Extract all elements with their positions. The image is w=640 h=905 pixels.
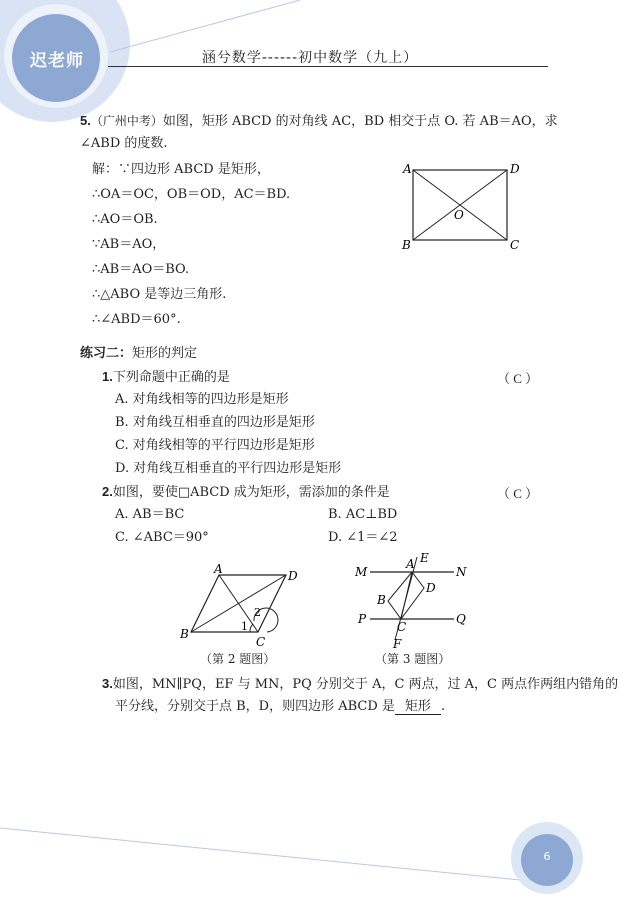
q1-option-c: C. 对角线相等的平行四边形是矩形 — [115, 438, 315, 453]
q3-line2-text: 平分线，分别交于点 B，D，则四边形 ABCD 是 — [115, 699, 395, 714]
solution-line-7: ∴∠ABD＝60°. — [92, 312, 181, 327]
label-angle-2: 2 — [254, 606, 261, 619]
q3-answer-blank: 矩形 — [395, 700, 441, 715]
label-m: M — [355, 565, 368, 579]
q2-number: 2. — [102, 484, 113, 499]
section-title-text: 矩形的判定 — [132, 346, 198, 361]
q3-line2-suffix: . — [440, 699, 446, 714]
label-b: B — [402, 238, 411, 252]
solution-line-5: ∴AB＝AO＝BO. — [92, 262, 190, 277]
problem-source: （广州中考） — [90, 114, 163, 128]
problem5-stem-line1 — [80, 112, 558, 131]
label-d: D — [426, 581, 436, 595]
q1-option-d: D. 对角线互相垂直的平行四边形是矩形 — [115, 461, 342, 476]
q1-answer: （ C ） — [497, 371, 539, 386]
header-divider — [108, 66, 548, 67]
q2-option-b: B. AC⊥BD — [328, 507, 398, 522]
q1-stem-text: 下列命题中正确的是 — [112, 370, 230, 385]
solution-line-2: ∴OA＝OC，OB＝OD，AC＝BD. — [92, 187, 291, 202]
label-c: C — [510, 238, 520, 252]
label-o: O — [454, 208, 464, 222]
parallelogram-figure — [172, 560, 307, 650]
page-header-title: 涵兮数学------初中数学（九上） — [201, 50, 419, 66]
q2-answer: （ C ） — [497, 486, 539, 501]
angle-1-arc — [250, 624, 253, 632]
label-a: A — [214, 562, 223, 576]
q3-stem-line1 — [102, 675, 618, 694]
label-n: N — [456, 565, 467, 579]
q1-stem — [102, 368, 230, 387]
label-q: Q — [456, 612, 466, 626]
label-a: A — [403, 162, 412, 176]
q3-stem-line2 — [115, 698, 445, 716]
label-f: F — [393, 637, 402, 651]
figure3-caption: （第 3 题图） — [375, 652, 451, 666]
solution-line-4: ∵AB＝AO， — [92, 237, 166, 252]
q3-number: 3. — [102, 676, 113, 691]
label-d: D — [510, 162, 520, 176]
label-p: P — [358, 612, 367, 626]
q2-option-c: C. ∠ABC＝90° — [115, 530, 209, 545]
problem-number: 5. — [80, 113, 91, 128]
parallel-lines-figure — [350, 552, 480, 652]
solution-line-1: 解：∵四边形 ABCD 是矩形， — [92, 162, 270, 177]
footer-deco-line — [0, 828, 520, 880]
label-d: D — [288, 569, 298, 583]
q3-line1-text: 如图，MN∥PQ，EF 与 MN，PQ 分别交于 A，C 两点，过 A，C 两点作两组内错角的 — [112, 677, 619, 692]
label-angle-1: 1 — [241, 620, 248, 633]
q1-option-b: B. 对角线互相垂直的四边形是矩形 — [115, 415, 315, 430]
label-b: B — [377, 593, 386, 607]
page-number: 6 — [543, 850, 551, 863]
problem5-stem-line2: ∠ABD 的度数. — [80, 136, 168, 151]
q2-option-a: A. AB＝BC — [115, 507, 185, 522]
label-c: C — [256, 635, 266, 649]
q1-option-a: A. 对角线相等的四边形是矩形 — [115, 392, 289, 407]
section-label: 练习二： — [80, 346, 133, 361]
label-e: E — [420, 552, 429, 565]
q2-stem-text: 如图，要使□ABCD 成为矩形，需添加的条件是 — [112, 485, 390, 500]
rectangle-figure — [395, 155, 530, 255]
q1-number: 1. — [102, 369, 113, 384]
section-title — [80, 342, 197, 361]
header-deco-line — [110, 0, 300, 52]
teacher-badge: 迟老师 — [30, 51, 84, 71]
problem-stem: 如图，矩形 ABCD 的对角线 AC，BD 相交于点 O. 若 AB＝AO，求 — [162, 114, 558, 129]
solution-line-6: ∴△ABO 是等边三角形. — [92, 287, 227, 302]
label-c: C — [397, 620, 407, 634]
q2-stem — [102, 483, 390, 502]
label-a: A — [406, 557, 415, 571]
figure2-caption: （第 2 题图） — [200, 652, 276, 666]
solution-line-3: ∴AO＝OB. — [92, 212, 158, 227]
label-b: B — [180, 627, 189, 641]
q2-option-d: D. ∠1＝∠2 — [328, 530, 398, 545]
